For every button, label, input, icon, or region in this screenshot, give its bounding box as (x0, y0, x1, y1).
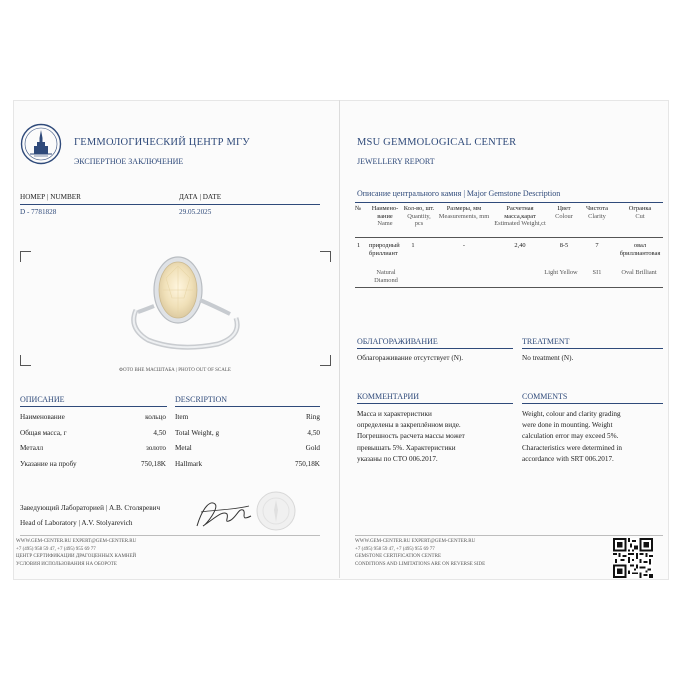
th-cut (617, 205, 663, 220)
comments-text-en (522, 409, 622, 465)
row-qty: 1 (411, 242, 415, 249)
doc-type-en: JEWELLERY REPORT (357, 157, 435, 166)
desc-ru-divider (20, 406, 167, 407)
comments-en-line: calculation error may exceed 5%. (522, 432, 619, 441)
desc-row-en-value: 750,18K (295, 459, 320, 468)
desc-row-en-label: Item (175, 413, 189, 421)
msu-logo-icon (20, 123, 62, 165)
row-clarity-en: SI1 (592, 269, 602, 276)
desc-table (20, 410, 320, 472)
desc-row-en-label: Hallmark (175, 459, 203, 468)
comments-ru-line: определены в закреплённом виде. (357, 421, 461, 430)
ring-photo-image (118, 248, 248, 358)
th-qty-en: Quantity, pcs (407, 212, 431, 227)
table-bottom-divider (355, 287, 663, 288)
comments-en-line: Weight, colour and clarity grading (522, 410, 621, 418)
head-lab-ru (20, 504, 160, 512)
left-footer-line: УСЛОВИЯ ИСПОЛЬЗОВАНИЯ НА ОБОРОТЕ (16, 561, 117, 567)
row-size: - (462, 242, 466, 249)
th-name-ru: Наимено-вание (371, 205, 399, 220)
treatment-en-divider (522, 348, 663, 349)
date-value: 29.05.2025 (179, 208, 212, 216)
number-divider (20, 204, 320, 205)
gemstone-title: Описание центрального камня | Major Gemstone Description (357, 189, 561, 198)
th-clarity-en: Clarity (588, 212, 606, 220)
desc-row (20, 410, 320, 426)
desc-row-ru-value: кольцо (145, 413, 166, 421)
photo-caption: ФОТО ВНЕ МАСШТАБА | PHOTO OUT OF SCALE (119, 368, 231, 373)
desc-row-en-label: Metal (175, 444, 192, 452)
comments-en-line: were done in mounting. Weight (522, 421, 613, 430)
comments-ru-line: Масса и характеристики (357, 410, 432, 418)
gemstone-divider (355, 202, 663, 203)
head-lab-en (20, 519, 133, 527)
qr-code-icon[interactable] (613, 538, 653, 578)
th-name-en: Name (377, 220, 393, 227)
org-name-en: MSU GEMMOLOGICAL CENTER (357, 137, 517, 148)
date-label: ДАТА | DATE (179, 193, 222, 201)
th-qty (403, 205, 435, 228)
right-footer-line: GEMSTONE CERTIFICATION CENTRE (355, 554, 441, 559)
treatment-title-en: TREATMENT (522, 337, 570, 346)
left-footer-line: WWW.GEM-CENTER.RU EXPERT@GEM-CENTER.RU (16, 539, 137, 544)
right-footer-line: +7 (495) 958 59 47, +7 (495) 955 69 77 (355, 546, 435, 552)
row-colour: 8-5 (559, 242, 569, 249)
number-label: НОМЕР | NUMBER (20, 193, 81, 201)
th-num: № (355, 205, 362, 212)
treatment-text-en: No treatment (N). (522, 354, 574, 362)
right-footer-divider (355, 535, 663, 536)
row-num: 1 (357, 242, 361, 249)
treatment-title-ru: ОБЛАГОРАЖИВАНИЕ (357, 337, 438, 346)
desc-row (20, 441, 320, 457)
head-lab-ru-name: | А.В. Столяревич (105, 504, 161, 512)
th-weight-en: Estimated Weight,ct (494, 220, 546, 227)
treatment-text-ru: Облагораживание отсутствует (N). (357, 354, 464, 362)
gemstone-table (355, 205, 663, 289)
desc-row-ru-label: Указание на пробу (20, 459, 77, 468)
desc-row (20, 457, 320, 473)
th-colour (549, 205, 579, 220)
head-lab-en-name: | A.V. Stolyarevich (78, 519, 133, 527)
desc-row-ru-value: золото (145, 444, 166, 452)
row-colour-en: Light Yellow (544, 269, 578, 276)
row-name-en: Natural Diamond (374, 269, 398, 284)
desc-row-ru-label: Металл (20, 444, 44, 452)
comments-title-en: COMMENTS (522, 392, 568, 401)
right-footer (355, 538, 485, 568)
left-footer (16, 538, 136, 568)
th-clarity (579, 205, 615, 220)
desc-title-ru: ОПИСАНИЕ (20, 395, 65, 404)
desc-row-en-value: Gold (305, 444, 320, 452)
desc-row-ru-value: 750,18K (141, 459, 166, 468)
desc-row (20, 426, 320, 442)
table-header-divider (355, 237, 663, 238)
th-colour-ru: Цвет (557, 205, 571, 212)
comments-ru-line: превышать 5%. Характеристики (357, 443, 456, 452)
desc-row-ru-label: Общая масса, г (20, 428, 67, 437)
desc-en-divider (175, 406, 320, 407)
desc-row-en-value: Ring (306, 413, 320, 421)
right-footer-line: CONDITIONS AND LIMITATIONS ARE ON REVERSE SIDE (355, 561, 486, 567)
left-footer-divider (20, 535, 320, 536)
photo-corner-tl (20, 251, 31, 262)
comments-en-line: accordance with SRT 006.2017. (522, 454, 614, 463)
head-lab-ru-label: Заведующий Лабораторией (20, 504, 104, 512)
th-weight (491, 205, 549, 228)
doc-type-ru: ЭКСПЕРТНОЕ ЗАКЛЮЧЕНИЕ (74, 157, 184, 166)
comments-text-ru (357, 409, 465, 465)
row-weight: 2,40 (514, 242, 526, 249)
th-weight-ru: Расчетная масса,карат (504, 205, 536, 220)
row-cut-ru: овал бриллиантовая (619, 242, 661, 257)
treatment-ru-divider (357, 348, 513, 349)
left-footer-line: +7 (495) 958 59 47, +7 (495) 955 69 77 (16, 546, 96, 552)
desc-row-en-label: Total Weight, g (175, 428, 220, 437)
comments-ru-divider (357, 403, 513, 404)
head-lab-en-label: Head of Laboratory (20, 519, 77, 527)
th-size-en: Measurements, mm (438, 212, 490, 220)
comments-ru-line: указаны по СТО 006.2017. (357, 454, 438, 463)
desc-row-ru-value: 4,50 (153, 428, 166, 437)
comments-ru-line: Погрешность расчета массы может (357, 432, 465, 441)
th-cut-ru: Огранка (628, 205, 652, 212)
left-footer-line: ЦЕНТР СЕРТИФИКАЦИИ ДРАГОЦЕННЫХ КАМНЕЙ (16, 554, 137, 559)
th-name (367, 205, 403, 228)
row-name-ru: природный бриллиант (369, 242, 400, 257)
th-size-ru: Размеры, мм (446, 205, 482, 212)
row-cut-en: Oval Brilliant (621, 269, 657, 276)
signature-image (193, 496, 255, 532)
th-clarity-ru: Чистота (586, 205, 608, 212)
center-fold-line (339, 100, 340, 578)
right-footer-line: WWW.GEM-CENTER.RU EXPERT@GEM-CENTER.RU (355, 539, 476, 544)
seal-stamp-image (255, 490, 297, 532)
number-value: D - 7781828 (20, 208, 57, 216)
org-name-ru: ГЕММОЛОГИЧЕСКИЙ ЦЕНТР МГУ (74, 137, 250, 148)
th-colour-en: Colour (555, 212, 573, 220)
th-qty-ru: Кол-во, шт. (403, 205, 435, 212)
th-cut-en: Cut (635, 212, 645, 220)
photo-corner-br (320, 355, 331, 366)
comments-en-line: Characteristics were determined in (522, 443, 622, 452)
comments-title-ru: КОММЕНТАРИИ (357, 392, 420, 401)
desc-row-en-value: 4,50 (307, 428, 320, 437)
photo-corner-bl (20, 355, 31, 366)
th-size (437, 205, 491, 220)
desc-title-en: DESCRIPTION (175, 395, 228, 404)
row-clarity: 7 (595, 242, 599, 249)
comments-en-divider (522, 403, 663, 404)
photo-corner-tr (320, 251, 331, 262)
desc-row-ru-label: Наименование (20, 413, 65, 421)
